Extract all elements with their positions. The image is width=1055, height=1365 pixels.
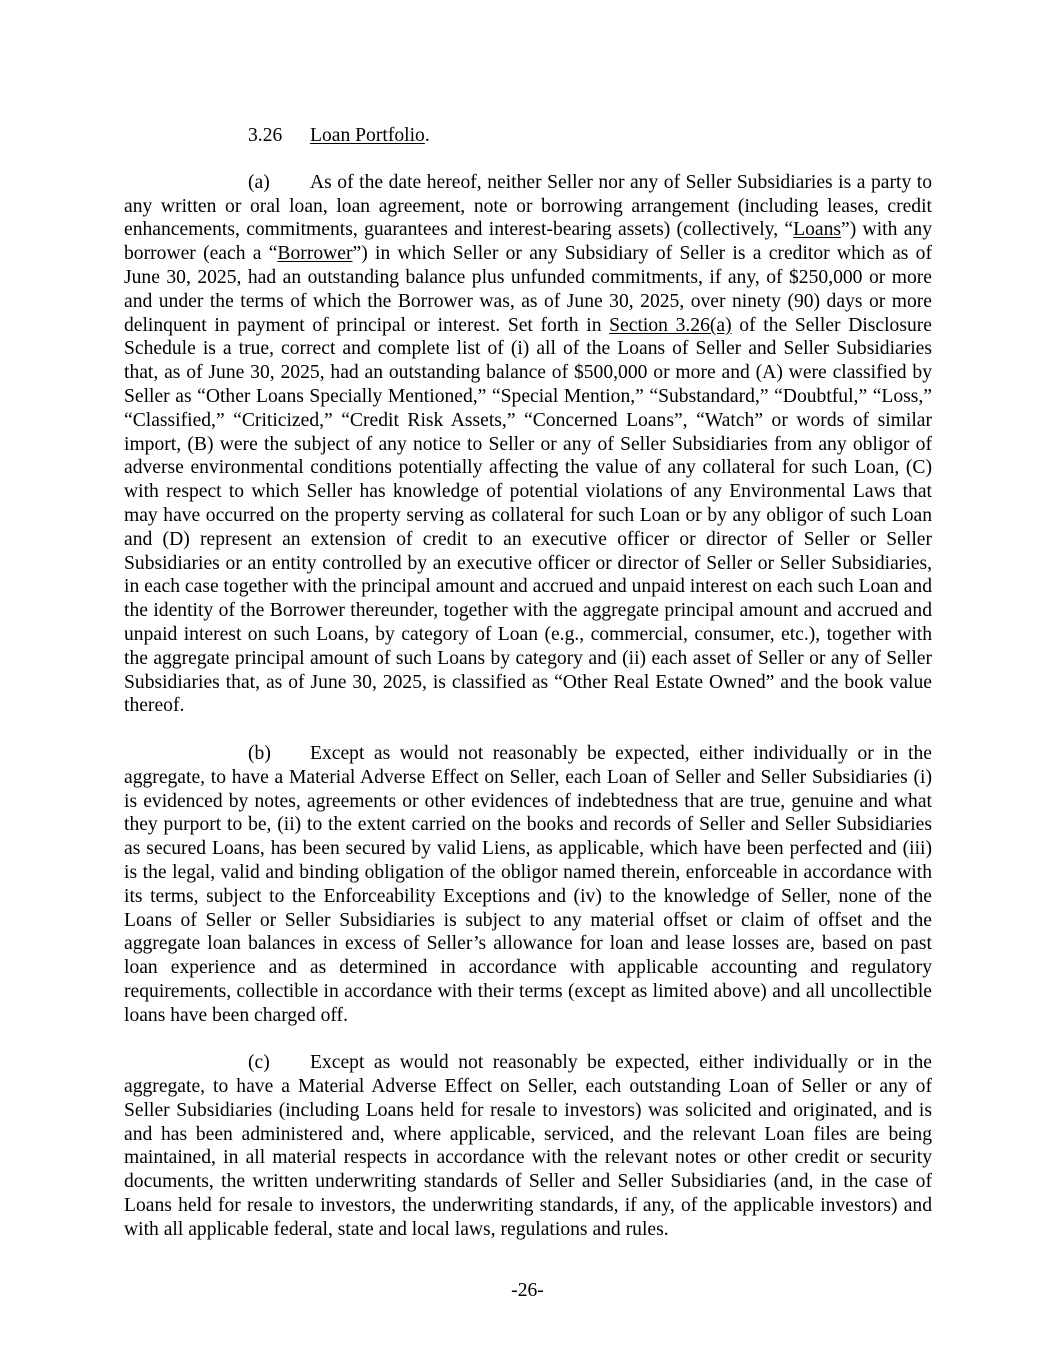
paragraph-a-label: (a)	[248, 171, 270, 193]
paragraph-b-text: Except as would not reasonably be expected, either individually or in the aggregate, to have a Material Adverse Effect on Seller, each Loan of Seller and Seller Subsidiaries (i) is evidenced by notes, agreements or other evidences of indebtedness that are true, genuine and what they purport to be, (ii) to the extent carried on the books and records of Seller and Seller Subsidiaries as secured Loans, has been secured by valid Liens, as applicable, which have been perfected and (iii) is the legal, valid and binding obligation of the obligor named therein, enforceable in accordance with its terms, subject to the Enforceability Exceptions and (iv) to the knowledge of Seller, none of the Loans of Seller or Seller Subsidiaries is subject to any material offset or claim of offset and the aggregate loan balances in excess of Seller’s allowance for loan and lease losses are, based on past loan experience and as determined in accordance with applicable accounting and regulatory requirements, collectible in accordance with their terms (except as limited above) and all uncollectible loans have been charged off.	[124, 742, 932, 1026]
paragraph-a-text-2: ”) with any borrower (each a “	[124, 219, 932, 265]
section-reference: Section 3.26(a)	[609, 314, 732, 336]
defined-term-borrower: Borrower	[277, 243, 353, 265]
paragraph-b-label: (b)	[248, 742, 271, 764]
section-number: 3.26	[248, 125, 283, 146]
page-number: -26-	[511, 1280, 544, 1301]
section-heading	[124, 124, 932, 148]
paragraph-a-text-1: As of the date hereof, neither Seller nor any of Seller Subsidiaries is a party to any written or oral loan, loan agreement, note or borrowing arrangement (including leases, credit enhancements, commitments, guarantees and interest-bearing assets) (collectively, “	[124, 171, 932, 241]
paragraph-b	[124, 742, 932, 1028]
paragraph-c-text: Except as would not reasonably be expected, either individually or in the aggregate, to have a Material Adverse Effect on Seller, each outstanding Loan of Seller or any of Seller Subsidiaries (including Loans held for resale to investors) was solicited and originated, and is and has been administered and, where applicable, serviced, and the relevant Loan files are being maintained, in all material respects in accordance with the relevant notes or other credit or security documents, the written underwriting standards of Seller and Seller Subsidiaries (and, in the case of Loans held for resale to investors, the underwriting standards, if any, of the applicable investors) and with all applicable federal, state and local laws, regulations and rules.	[124, 1052, 932, 1240]
section-title-period: .	[424, 125, 430, 146]
paragraph-c-label: (c)	[248, 1052, 270, 1074]
section-title: Loan Portfolio	[310, 125, 425, 146]
document-page	[124, 124, 932, 1265]
paragraph-a	[124, 171, 932, 718]
paragraph-a-text-4: of the Seller Disclosure Schedule is a true, correct and complete list of (i) all of the Loans of Seller and Seller Subsidiaries that, as of June 30, 2025, had an outstanding balance of $500,000 or more and (A) were classified by Seller as “Other Loans Specially Mentioned,” “Special Mention,” “Substandard,” “Doubtful,” “Loss,” “Classified,” “Criticized,” “Credit Risk Assets,” “Concerned Loans”, “Watch” or words of similar import, (B) were the subject of any notice to Seller or any of Seller Subsidiaries from any obligor of adverse environmental conditions potentially affecting the value of any collateral for such Loan, (C) with respect to which Seller has knowledge of potential violations of any Environmental Laws that may have occurred on the property serving as collateral for such Loan or by any obligor of such Loan and (D) represent an extension of credit to an executive officer or director of Seller or Seller Subsidiaries or an entity controlled by an executive officer or director of Seller or Seller Subsidiaries, in each case together with the principal amount and accrued and unpaid interest on each such Loan and the identity of the Borrower thereunder, together with the aggregate principal amount and accrued and unpaid interest on such Loans, by category of Loan (e.g., commercial, consumer, etc.), together with the aggregate principal amount of such Loans by category and (ii) each asset of Seller or any of Seller Subsidiaries that, as of June 30, 2025, is classified as “Other Real Estate Owned” and the book value thereof.	[124, 314, 932, 717]
paragraph-c	[124, 1051, 932, 1241]
paragraph-a-text-3: ”) in which Seller or any Subsidiary of Seller is a creditor which as of June 30, 2025, had an outstanding balance plus unfunded commitments, if any, of $250,000 or more and under the terms of which the Borrower was, as of June 30, 2025, over ninety (90) days or more delinquent in payment of principal or interest. Set forth in	[124, 243, 932, 336]
defined-term-loans: Loans	[793, 219, 842, 241]
